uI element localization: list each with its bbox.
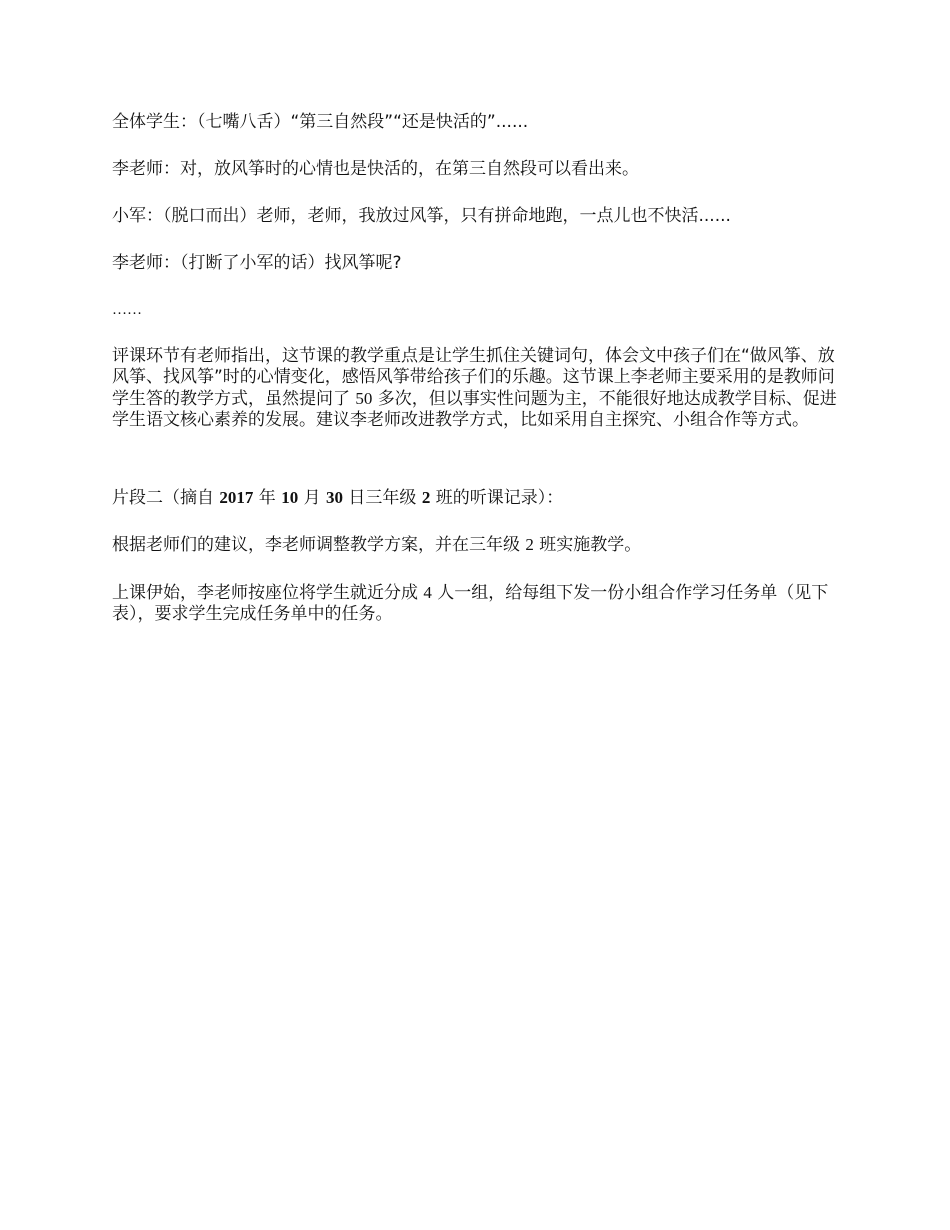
evaluation-text-b: 多次，但以事实性问题为主，不能很好地达成教学目标、促进学生语文核心素养的发展。建议李老师改进教学方式，比如采用自主探究、小组合作等方式。 — [112, 389, 837, 430]
paragraph-evaluation — [112, 346, 842, 431]
group-text-b: 人一组，给每组下发一份小组合作学习任务单（见下表），要求学生完成任务单中的任务。 — [112, 583, 829, 624]
heading-text-b: 年 — [253, 488, 282, 508]
heading-year: 2017 — [219, 488, 254, 507]
group-text-a: 上课伊始，李老师按座位将学生就近分成 — [112, 583, 424, 603]
adjust-text-a: 根据老师们的建议，李老师调整教学方案，并在三年级 — [112, 535, 526, 555]
paragraph-teacher-interrupt: 李老师：（打断了小军的话）找风筝呢? — [112, 253, 402, 273]
heading-month: 10 — [281, 488, 299, 507]
heading-text-c: 月 — [298, 488, 327, 508]
paragraph-teacher-confirm: 李老师：对，放风筝时的心情也是快活的，在第三自然段可以看出来。 — [112, 159, 639, 179]
paragraph-section-two-heading — [112, 487, 842, 509]
document-page — [112, 112, 842, 625]
evaluation-count: 50 — [355, 389, 373, 408]
paragraph-group-task — [112, 582, 842, 625]
group-size: 4 — [423, 583, 432, 602]
adjust-text-b: 班实施教学。 — [533, 535, 642, 555]
heading-text-d: 日三年级 — [343, 488, 422, 508]
paragraph-students-reply: 全体学生：（七嘴八舌）“第三自然段”“还是快活的”...... — [112, 112, 529, 132]
evaluation-text-a: 评课环节有老师指出，这节课的教学重点是让学生抓住关键词句，体会文中孩子们在“做风筝、放风筝、找风筝”时的心情变化，感悟风筝带给孩子们的乐趣。这节课上李老师主要采用的是教师问学生答的教学方式，虽然提问了 — [112, 346, 835, 409]
heading-day: 30 — [326, 488, 344, 507]
paragraph-adjust-plan — [112, 534, 842, 556]
heading-class: 2 — [421, 488, 431, 507]
paragraph-xiaojun-reply: 小军：（脱口而出）老师，老师，我放过风筝，只有拼命地跑，一点儿也不快活...... — [112, 206, 731, 226]
adjust-class: 2 — [525, 535, 534, 554]
heading-text-a: 片段二（摘自 — [112, 488, 220, 508]
heading-text-e: 班的听课记录）： — [430, 488, 564, 508]
paragraph-ellipsis: …… — [112, 302, 142, 318]
